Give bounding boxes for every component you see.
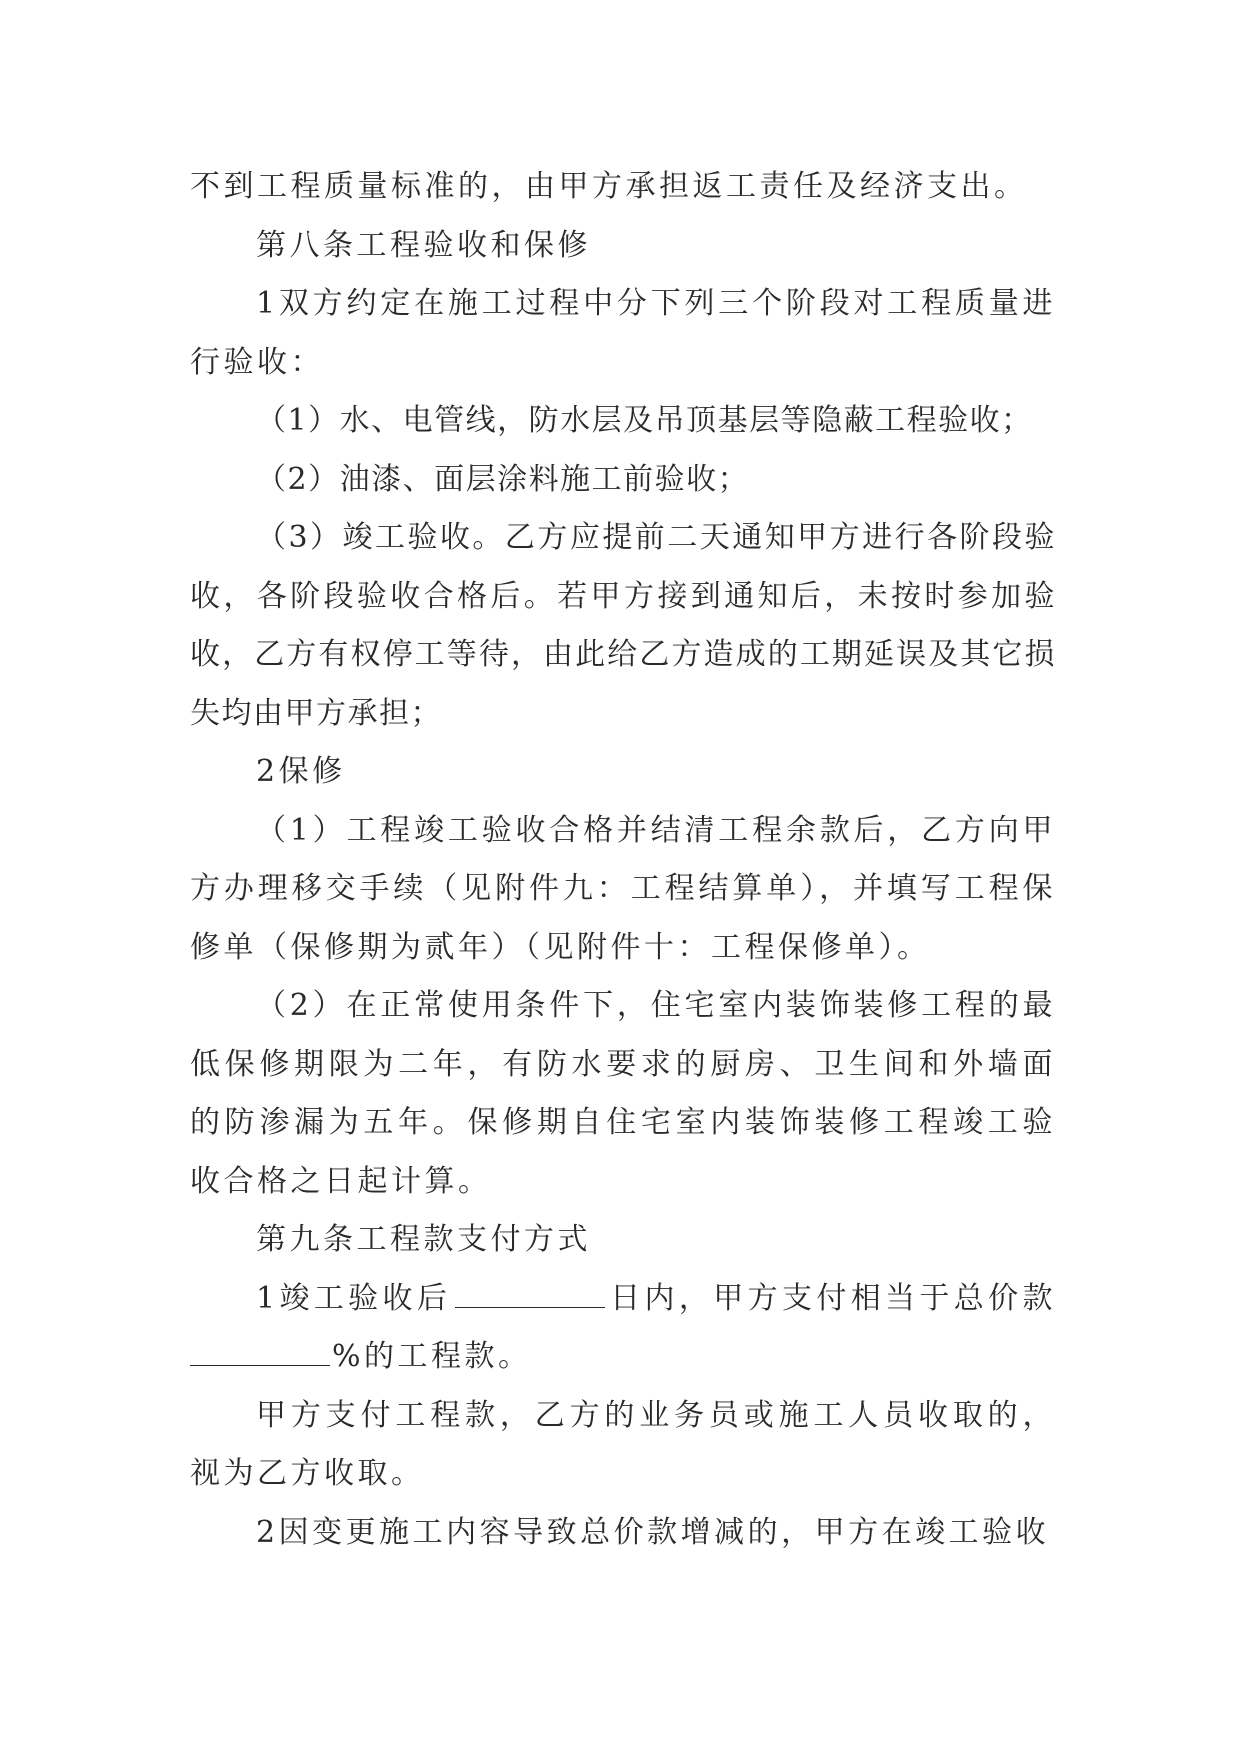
paragraph-price-change: 2因变更施工内容导致总价款增减的，甲方在竣工验收 [256, 1514, 1050, 1550]
paragraph-payment-receipt: 甲方支付工程款，乙方的业务员或施工人员收取的，视为乙方收取。 [190, 1397, 1056, 1491]
percent-blank-field [190, 1331, 330, 1366]
warranty-heading: 2保修 [256, 754, 346, 789]
paragraph-quality-responsibility: 不到工程质量标准的，由甲方承担返工责任及经济支出。 [190, 169, 1028, 204]
body-text [190, 158, 1056, 1562]
stage-2-item: （2）油漆、面层涂料施工前验收； [256, 461, 750, 497]
payment-clause-part2: 日内，甲方支付相当于总价款 [609, 1280, 1057, 1316]
warranty-item-1: （1）工程竣工验收合格并结清工程余款后，乙方向甲方办理移交手续（见附件九：工程结算单），并填写工程保修单（保修期为贰年）（见附件十：工程保修单）。 [190, 812, 1056, 965]
payment-clause [190, 1270, 1056, 1387]
stage-3-item: （3）竣工验收。乙方应提前二天通知甲方进行各阶段验收，各阶段验收合格后。若甲方接到通知后，未按时参加验收，乙方有权停工等待，由此给乙方造成的工期延误及其它损失均由甲方承担； [190, 520, 1056, 731]
paragraph-acceptance-stages: 1双方约定在施工过程中分下列三个阶段对工程质量进行验收： [190, 286, 1056, 380]
payment-clause-part1: 1竣工验收后 [256, 1280, 452, 1316]
warranty-item-2: （2）在正常使用条件下，住宅室内装饰装修工程的最低保修期限为二年，有防水要求的厨房、卫生间和外墙面的防渗漏为五年。保修期自住宅室内装饰装修工程竣工验收合格之日起计算。 [190, 988, 1056, 1199]
article-9-heading: 第九条工程款支付方式 [256, 1222, 591, 1257]
payment-clause-part3: %的工程款。 [332, 1339, 532, 1374]
article-8-heading: 第八条工程验收和保修 [256, 227, 591, 263]
stage-1-item: （1）水、电管线，防水层及吊顶基层等隐蔽工程验收； [256, 403, 1033, 438]
days-blank-field [455, 1273, 605, 1308]
